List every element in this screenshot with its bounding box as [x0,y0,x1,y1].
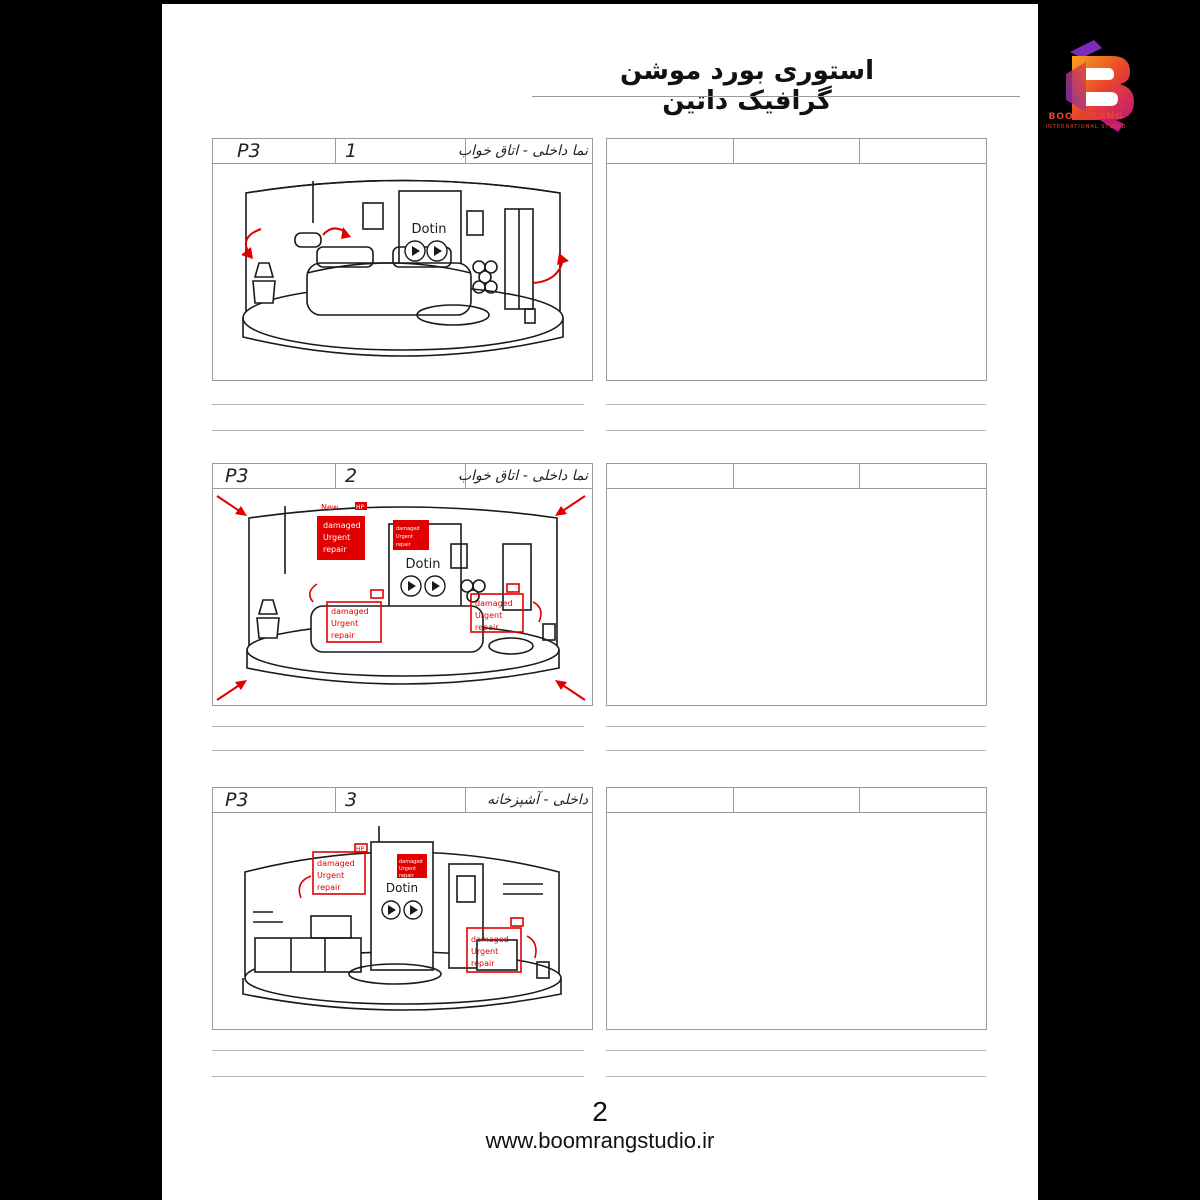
page-title: استوری بورد موشن گرافیک داتین [619,56,875,116]
note-line [212,750,584,751]
repair-label: repair [323,545,347,554]
svg-text:repair: repair [471,959,495,968]
svg-text:Urgent: Urgent [475,611,503,620]
svg-text:repair: repair [331,631,355,640]
svg-text:damaged: damaged [399,859,423,865]
svg-text:Urgent: Urgent [396,534,414,540]
bedroom-sketch-annotated [213,488,592,705]
storyboard-page [162,4,1127,1200]
logo-subtitle: INTERNATIONAL STUDIO [1045,124,1127,130]
shot-number: 1 [345,140,358,162]
shot-description: داخلی - آشپزخانه [487,792,588,808]
note-line [212,430,584,431]
brand-label: Dotin [385,881,419,895]
note-line [606,1076,986,1077]
svg-text:damaged: damaged [475,599,513,608]
storyboard-panel-2 [212,463,593,706]
note-line [212,1050,584,1051]
note-line [212,726,584,727]
svg-text:damaged: damaged [396,526,420,532]
title-rule [532,96,1020,97]
logo-wordmark: BOOMERANG [1048,112,1124,122]
new-tag: New [321,503,339,512]
kitchen-sketch-annotated [213,812,592,1029]
shot-number: 2 [345,465,358,487]
svg-text:damaged: damaged [471,935,509,944]
page-code: P3 [237,140,261,162]
storyboard-panel-blank-2 [606,463,987,706]
note-line [212,1076,584,1077]
page-code: P3 [225,465,249,487]
storyboard-panel-blank-1 [606,138,987,381]
urgent-label: Urgent [323,533,351,542]
storyboard-panel-3 [212,787,593,1030]
svg-text:Urgent: Urgent [317,871,345,880]
svg-text:repair: repair [396,542,411,548]
shot-number: 3 [345,789,358,811]
svg-text:repair: repair [317,883,341,892]
hp-badge: HP [356,504,365,511]
note-line [606,726,986,727]
svg-text:repair: repair [475,623,499,632]
svg-text:repair: repair [399,873,414,879]
shot-description: نما داخلی - اتاق خواب [457,143,588,159]
page-code: P3 [225,789,249,811]
page-number: 2 [592,1096,608,1127]
svg-text:Urgent: Urgent [331,619,359,628]
bedroom-sketch [213,163,592,380]
svg-text:damaged: damaged [331,607,369,616]
damaged-label: damaged [323,521,361,530]
svg-text:Urgent: Urgent [399,866,417,872]
note-line [606,750,986,751]
brand-label: Dotin [405,557,441,572]
hp-badge: HP [356,846,365,853]
note-line [606,430,986,431]
storyboard-panel-blank-3 [606,787,987,1030]
note-line [606,404,986,405]
website-link[interactable]: www.boomrangstudio.ir [485,1128,715,1153]
panel-header [213,139,592,164]
storyboard-panel-1 [212,138,593,381]
svg-text:damaged: damaged [317,859,355,868]
svg-text:Urgent: Urgent [471,947,499,956]
note-line [606,1050,986,1051]
shot-description: نما داخلی - اتاق خواب [457,468,588,484]
brand-label: Dotin [411,222,447,237]
note-line [212,404,584,405]
